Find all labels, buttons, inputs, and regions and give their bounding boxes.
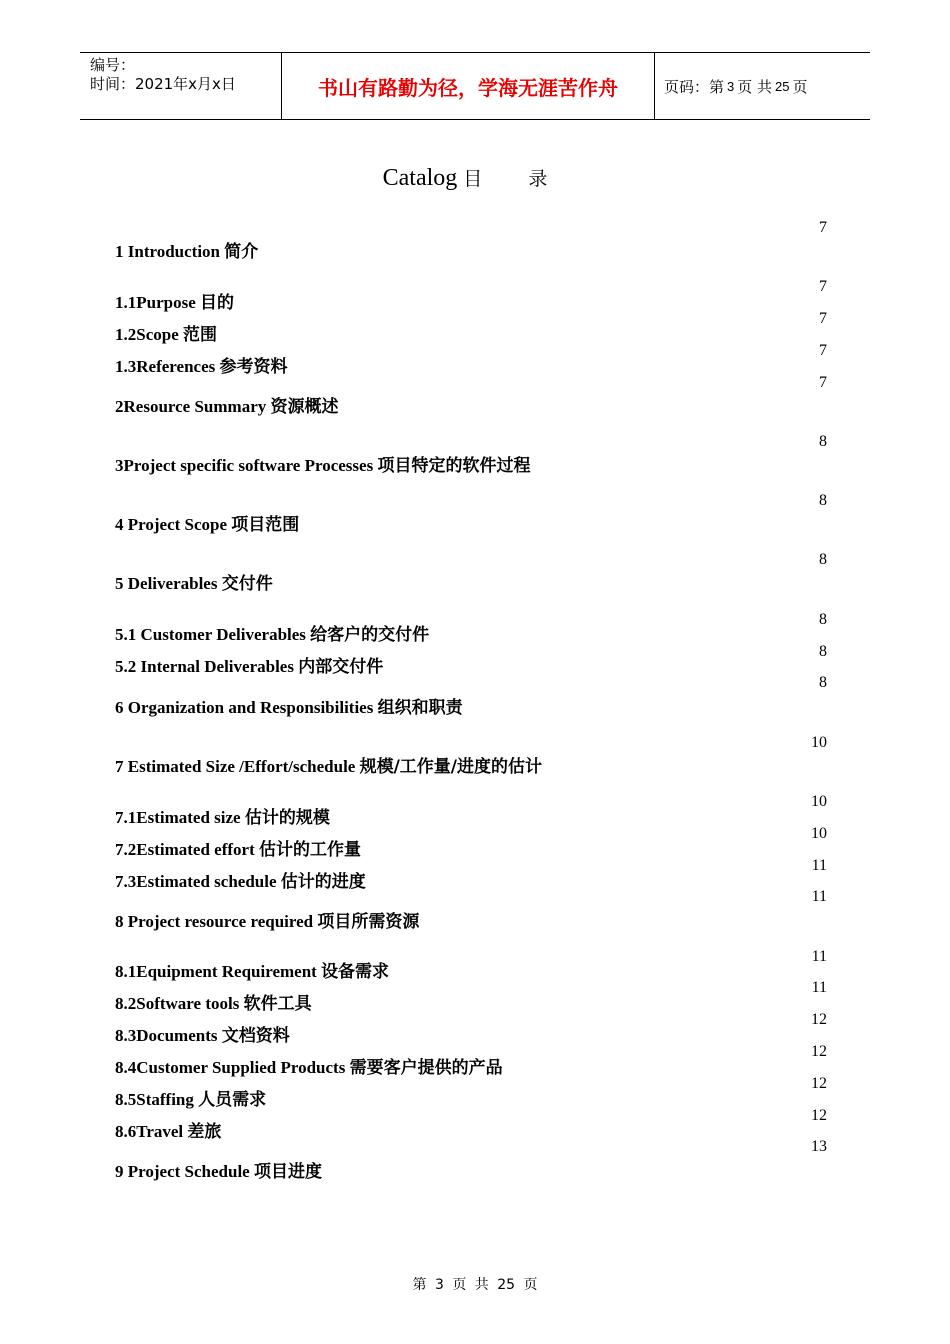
toc-entry[interactable] [115,1157,322,1182]
footer-total-word: 共 [474,1277,489,1293]
toc-entry-title-en: 8.6Travel [115,1122,184,1141]
page-current: 3 [727,78,735,94]
toc-entry[interactable] [115,288,234,313]
toc-entry-title-zh: 软件工具 [243,994,312,1014]
toc-entry[interactable] [115,352,287,377]
toc-entry-page-number: 7 [819,374,827,391]
toc-entry-title-en: 6 Organization and Responsibilities [115,698,374,717]
toc-entry-page-number: 10 [811,734,827,751]
page-prefix: 页码：第 [664,77,725,96]
toc-entry[interactable] [115,620,429,645]
toc-entry-page-number: 13 [811,1138,827,1155]
toc-entry[interactable] [115,693,463,718]
toc-entry-page-number: 11 [811,857,827,874]
toc-entry[interactable] [115,803,330,828]
page-header [80,52,870,120]
toc-entry-page-number: 11 [811,888,827,905]
toc-entry-title-en: 1 Introduction [115,242,221,261]
toc-entry-title-zh: 差旅 [187,1122,222,1142]
toc-entry-page-number: 8 [819,643,827,660]
footer-total-pages: 25 [497,1277,516,1293]
header-motto: 书山有路勤为径，学海无涯苦作舟 [281,53,655,119]
toc-entry-title-zh: 组织和职责 [377,698,463,718]
toc-entry-title-en: 7.2Estimated effort [115,840,255,859]
toc-entry[interactable] [115,652,383,677]
page-total: 25 [775,78,790,94]
toc-entry[interactable] [115,989,312,1014]
toc-entry[interactable] [115,835,361,860]
catalog-title-zh: 目 录 [463,168,568,190]
toc-entry-title-en: 2Resource Summary [115,397,267,416]
toc-entry-title-zh: 规模/工作量/进度的估计 [359,757,543,777]
toc-entry-title-zh: 项目所需资源 [317,912,420,932]
toc-entry-page-number: 8 [819,611,827,628]
toc-entry-title-zh: 资源概述 [270,397,339,417]
footer-prefix: 第 [412,1277,427,1293]
toc-entry[interactable] [115,569,273,594]
toc-entry-title-en: 8 Project resource required [115,912,314,931]
toc-entry[interactable] [115,451,530,476]
toc-entry-title-zh: 交付件 [221,574,273,594]
toc-entry-title-zh: 需要客户提供的产品 [349,1058,503,1078]
toc-entry-page-number: 12 [811,1075,827,1092]
toc-entry-title-en: 8.2Software tools [115,994,240,1013]
toc-entry-page-number: 11 [811,979,827,996]
toc-entry-title-zh: 参考资料 [219,357,288,377]
toc-entry-page-number: 10 [811,793,827,810]
catalog-title-en: Catalog [382,165,458,191]
header-meta [80,53,281,119]
toc-entry[interactable] [115,510,299,535]
page-suffix: 页 [792,77,808,96]
toc-entry[interactable] [115,752,542,777]
toc-entry-page-number: 7 [819,342,827,359]
toc-entry-title-zh: 估计的工作量 [259,840,361,860]
toc-entry-title-zh: 目的 [200,293,234,313]
toc-entry[interactable] [115,957,389,982]
toc-entry-title-en: 8.3Documents [115,1026,218,1045]
toc-entry-page-number: 12 [811,1043,827,1060]
toc-entry-title-zh: 简介 [224,242,259,262]
toc-entry-title-en: 7.1Estimated size [115,808,241,827]
toc-entry-page-number: 7 [819,310,827,327]
toc-entry-title-en: 8.4Customer Supplied Products [115,1058,346,1077]
toc-entry[interactable] [115,1053,503,1078]
toc-entry-page-number: 12 [811,1107,827,1124]
page-middle: 页 共 [737,77,773,96]
toc-entry-title-zh: 估计的规模 [244,808,330,828]
footer-suffix: 页 [523,1277,538,1293]
toc-entry-title-en: 8.1Equipment Requirement [115,962,317,981]
toc-entry-page-number: 11 [811,948,827,965]
toc-entry-title-zh: 文档资料 [221,1026,290,1046]
toc-entry-title-en: 7 Estimated Size /Effort/schedule [115,757,356,776]
toc-entry[interactable] [115,320,217,345]
toc-entry-page-number: 7 [819,219,827,236]
toc-entry-title-en: 1.1Purpose [115,293,196,312]
toc-entry[interactable] [115,237,258,262]
toc-entry-title-zh: 项目范围 [231,515,300,535]
page-footer [0,1274,950,1294]
toc-entry[interactable] [115,1117,221,1142]
time-label: 时间：2021年x月x日 [90,75,236,93]
toc-entry-title-en: 3Project specific software Processes [115,456,374,475]
toc-entry-title-zh: 项目进度 [253,1162,322,1182]
toc-entry-title-zh: 给客户的交付件 [310,625,430,645]
toc-entry[interactable] [115,907,419,932]
toc-entry-title-zh: 范围 [183,325,217,345]
toc-entry-title-en: 5.1 Customer Deliverables [115,625,306,644]
footer-page-word: 页 [452,1277,467,1293]
toc-entry-title-zh: 估计的进度 [280,872,366,892]
toc-entry-title-en: 7.3Estimated schedule [115,872,277,891]
code-label: 编号： [90,56,136,74]
toc-entry-title-en: 4 Project Scope [115,515,228,534]
toc-entry-title-en: 8.5Staffing [115,1090,194,1109]
toc-entry-title-en: 1.2Scope [115,325,179,344]
catalog-title [0,164,950,192]
toc-entry-title-zh: 设备需求 [321,962,390,982]
toc-entry-title-en: 9 Project Schedule [115,1162,250,1181]
toc-entry-page-number: 10 [811,825,827,842]
toc-entry[interactable] [115,1021,290,1046]
toc-entry[interactable] [115,1085,266,1110]
toc-entry-title-zh: 内部交付件 [298,657,384,677]
footer-current-page: 3 [434,1277,444,1293]
toc-entry-title-en: 1.3References [115,357,216,376]
toc-entry-title-zh: 人员需求 [198,1090,267,1110]
toc-entry[interactable] [115,392,339,417]
toc-entry[interactable] [115,867,366,892]
toc-entry-page-number: 12 [811,1011,827,1028]
toc-entry-page-number: 8 [819,492,827,509]
toc-entry-title-en: 5.2 Internal Deliverables [115,657,294,676]
toc-entry-title-en: 5 Deliverables [115,574,218,593]
toc-entry-page-number: 7 [819,278,827,295]
toc-entry-title-zh: 项目特定的软件过程 [377,456,531,476]
toc-entry-page-number: 8 [819,551,827,568]
header-page-info [655,53,870,119]
toc-entry-page-number: 8 [819,433,827,450]
toc-entry-page-number: 8 [819,674,827,691]
